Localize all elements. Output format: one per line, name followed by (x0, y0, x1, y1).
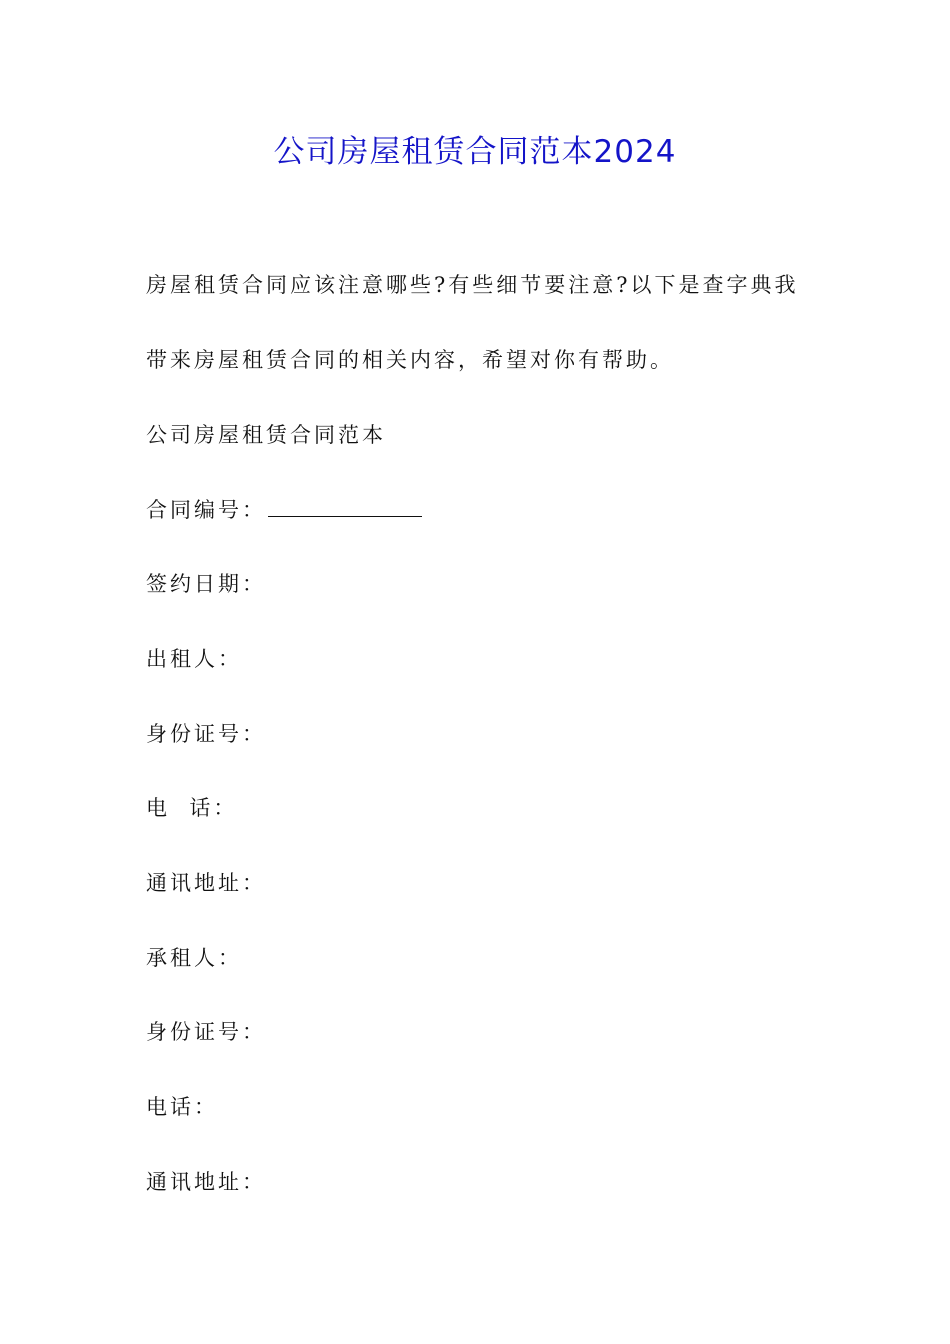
contract-number-label: 合同编号： (146, 498, 266, 522)
lessee-label: 承租人： (146, 946, 242, 970)
lessor-id-label: 身份证号： (146, 722, 266, 746)
document-title: 公司房屋租赁合同范本2024 (273, 134, 677, 170)
intro-line-2: 带来房屋租赁合同的相关内容，希望对你有帮助。 (146, 348, 674, 372)
lessee-address-label: 通讯地址： (146, 1170, 266, 1194)
intro-line-1: 房屋租赁合同应该注意哪些?有些细节要注意?以下是查字典我 (146, 273, 799, 297)
lessee-phone-label: 电话： (146, 1095, 218, 1119)
lessor-phone-label: 电 话： (146, 796, 238, 820)
contract-subtitle: 公司房屋租赁合同范本 (146, 423, 386, 447)
lessor-address-label: 通讯地址： (146, 871, 266, 895)
lessor-label: 出租人： (146, 647, 242, 671)
lessee-id-label: 身份证号： (146, 1020, 266, 1044)
contract-number-row (146, 494, 422, 526)
sign-date-label: 签约日期： (146, 572, 266, 596)
contract-number-blank (268, 496, 422, 517)
